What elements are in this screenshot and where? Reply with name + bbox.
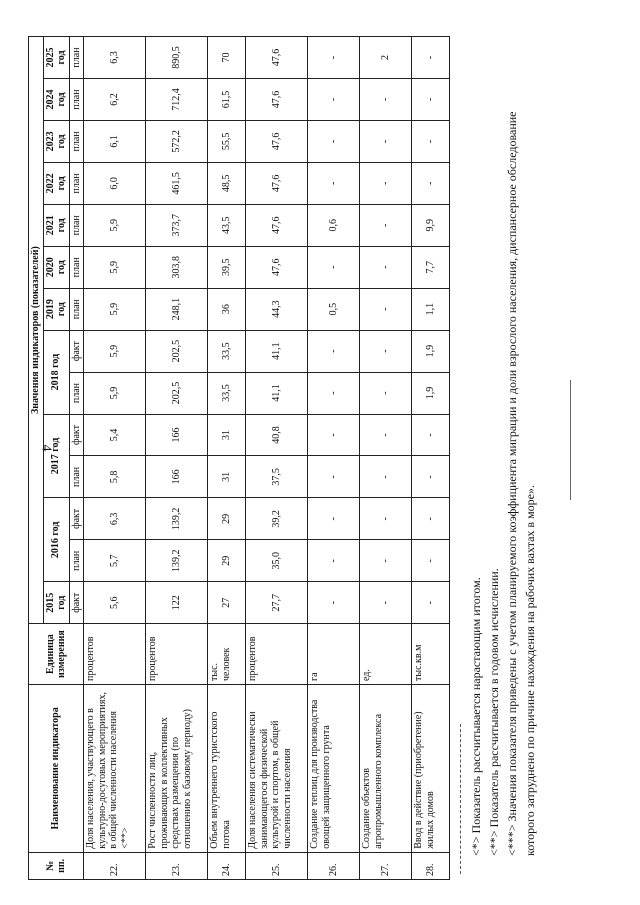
value-cell: -	[360, 582, 412, 624]
value-cell: 572,2	[146, 120, 208, 162]
value-cell: -	[360, 162, 412, 204]
indicator-name: Доля населения, участвующего в культурно-досуговых мероприятиях, в общей численности населения <**>	[84, 685, 146, 853]
sub-header: план	[69, 204, 84, 246]
value-cell: 5,7	[84, 540, 146, 582]
value-cell: 461,5	[146, 162, 208, 204]
indicator-name: Объем внутреннего туристского потока	[208, 685, 246, 853]
year-header: 2019 год	[43, 288, 69, 330]
year-header: 2015 год	[43, 582, 69, 624]
indicator-name: Ввод в действие (приобретение) жилых домов	[412, 685, 450, 853]
value-cell: 29	[208, 540, 246, 582]
value-cell: 39,2	[246, 498, 308, 540]
header-name: Наименование индикатора	[29, 685, 84, 853]
value-cell: 0,5	[308, 288, 360, 330]
value-cell: 166	[146, 456, 208, 498]
table-row	[308, 37, 360, 880]
value-cell: -	[360, 498, 412, 540]
horizontal-rule	[570, 380, 571, 500]
footnote-separator	[460, 724, 461, 874]
year-header: 2016 год	[43, 498, 69, 582]
value-cell: -	[360, 246, 412, 288]
header-num: № пп.	[29, 852, 84, 879]
value-cell: 1,1	[412, 288, 450, 330]
value-cell: 890,5	[146, 37, 208, 79]
value-cell: -	[360, 330, 412, 372]
value-cell: 41,1	[246, 372, 308, 414]
footnote: <*> Показатель рассчитывается нарастающим итогом.	[469, 577, 483, 856]
value-cell: -	[412, 540, 450, 582]
table-row	[360, 37, 412, 880]
unit-cell: процентов	[246, 624, 308, 685]
value-cell: 31	[208, 414, 246, 456]
value-cell: 9,9	[412, 204, 450, 246]
row-number: 28.	[412, 852, 450, 879]
value-cell: 37,5	[246, 456, 308, 498]
value-cell: 202,5	[146, 372, 208, 414]
footnote: <***> Значения показателя приведены с учетом планируемого коэффициента миграции и доли взрослого населения, диспансерное обследование которого затруднено по причине нахождения на рабочих вахтах в море».	[505, 111, 537, 856]
value-cell: -	[308, 330, 360, 372]
value-cell: 122	[146, 582, 208, 624]
value-cell: 6,0	[84, 162, 146, 204]
header-unit: Единица измерения	[29, 624, 84, 685]
sub-header: факт	[69, 414, 84, 456]
value-cell: 5,9	[84, 204, 146, 246]
value-cell: -	[308, 456, 360, 498]
value-cell: 27,7	[246, 582, 308, 624]
value-cell: 5,9	[84, 288, 146, 330]
year-header: 2020 год	[43, 246, 69, 288]
value-cell: 70	[208, 37, 246, 79]
value-cell: -	[360, 288, 412, 330]
value-cell: 303,8	[146, 246, 208, 288]
sub-header: факт	[69, 582, 84, 624]
value-cell: 6,1	[84, 120, 146, 162]
value-cell: -	[412, 162, 450, 204]
value-cell: -	[308, 498, 360, 540]
row-number: 27.	[360, 852, 412, 879]
value-cell: 47,6	[246, 162, 308, 204]
value-cell: -	[412, 456, 450, 498]
year-header: 2022 год	[43, 162, 69, 204]
value-cell: -	[308, 540, 360, 582]
value-cell: -	[412, 120, 450, 162]
value-cell: 5,9	[84, 372, 146, 414]
value-cell: 33,5	[208, 330, 246, 372]
value-cell: -	[412, 79, 450, 121]
row-number: 26.	[308, 852, 360, 879]
value-cell: 2	[360, 37, 412, 79]
rotated-page-content	[28, 20, 584, 880]
unit-cell: процентов	[84, 624, 146, 685]
value-cell: 33,5	[208, 372, 246, 414]
table-row	[412, 37, 450, 880]
unit-cell: ед.	[360, 624, 412, 685]
footnotes	[460, 80, 539, 880]
sub-header: план	[69, 372, 84, 414]
value-cell: -	[360, 79, 412, 121]
year-header: 2017 год	[43, 414, 69, 498]
value-cell: 6,3	[84, 37, 146, 79]
sub-header: факт	[69, 330, 84, 372]
value-cell: 39,5	[208, 246, 246, 288]
indicators-table	[28, 36, 450, 880]
value-cell: -	[412, 37, 450, 79]
value-cell: 139,2	[146, 498, 208, 540]
header-values-title: Значения индикаторов (показателей)	[29, 37, 44, 624]
value-cell: 47,6	[246, 246, 308, 288]
row-number: 25.	[246, 852, 308, 879]
value-cell: -	[360, 540, 412, 582]
indicator-name: Создание теплиц для производства овощей защищенного грунта	[308, 685, 360, 853]
sub-header: план	[69, 120, 84, 162]
page-number: 4	[38, 444, 54, 452]
value-cell: 712,4	[146, 79, 208, 121]
unit-cell: процентов	[146, 624, 208, 685]
sub-header: факт	[69, 498, 84, 540]
value-cell: 47,6	[246, 79, 308, 121]
value-cell: -	[360, 204, 412, 246]
value-cell: 47,6	[246, 204, 308, 246]
value-cell: 44,3	[246, 288, 308, 330]
value-cell: -	[412, 498, 450, 540]
value-cell: 5,9	[84, 330, 146, 372]
value-cell: -	[360, 456, 412, 498]
value-cell: 41,1	[246, 330, 308, 372]
sub-header: план	[69, 540, 84, 582]
unit-cell: тыс.кв.м	[412, 624, 450, 685]
indicator-name: Создание объектов агропромышленного комплекса	[360, 685, 412, 853]
value-cell: 55,5	[208, 120, 246, 162]
value-cell: -	[308, 79, 360, 121]
value-cell: 0,6	[308, 204, 360, 246]
table-row	[208, 37, 246, 880]
value-cell: 5,4	[84, 414, 146, 456]
value-cell: 48,5	[208, 162, 246, 204]
sub-header: план	[69, 162, 84, 204]
value-cell: 166	[146, 414, 208, 456]
value-cell: 43,5	[208, 204, 246, 246]
year-header: 2021 год	[43, 204, 69, 246]
value-cell: -	[412, 414, 450, 456]
value-cell: 35,0	[246, 540, 308, 582]
value-cell: 29	[208, 498, 246, 540]
value-cell: 47,6	[246, 37, 308, 79]
value-cell: 61,5	[208, 79, 246, 121]
value-cell: 139,2	[146, 540, 208, 582]
sub-header: план	[69, 79, 84, 121]
sub-header: план	[69, 456, 84, 498]
value-cell: -	[308, 582, 360, 624]
indicator-name: Доля населения систематически занимающегося физической культурой и спортом, в общей численности населения	[246, 685, 308, 853]
footnote: <**> Показатель рассчитывается в годовом исчислении.	[487, 568, 501, 856]
value-cell: -	[412, 582, 450, 624]
value-cell: 47,6	[246, 120, 308, 162]
value-cell: -	[308, 120, 360, 162]
value-cell: 31	[208, 456, 246, 498]
value-cell: 5,6	[84, 582, 146, 624]
unit-cell: тыс. человек	[208, 624, 246, 685]
year-header: 2024 год	[43, 79, 69, 121]
value-cell: -	[308, 414, 360, 456]
sub-header: план	[69, 37, 84, 79]
value-cell: 5,9	[84, 246, 146, 288]
value-cell: 5,8	[84, 456, 146, 498]
value-cell: -	[308, 246, 360, 288]
value-cell: 6,3	[84, 498, 146, 540]
unit-cell: га	[308, 624, 360, 685]
sub-header: план	[69, 288, 84, 330]
value-cell: 1,9	[412, 372, 450, 414]
value-cell: 248,1	[146, 288, 208, 330]
sub-header: план	[69, 246, 84, 288]
year-header: 2023 год	[43, 120, 69, 162]
row-number: 23.	[146, 852, 208, 879]
value-cell: 202,5	[146, 330, 208, 372]
year-header: 2025 год	[43, 37, 69, 79]
row-number: 24.	[208, 852, 246, 879]
table-body	[84, 37, 450, 880]
indicator-name: Рост численности лиц, проживающих в коллективных средствах размещения (по отношению к базовому периоду)	[146, 685, 208, 853]
value-cell: 27	[208, 582, 246, 624]
value-cell: -	[360, 372, 412, 414]
value-cell: -	[308, 37, 360, 79]
year-header: 2018 год	[43, 330, 69, 414]
table-row	[246, 37, 308, 880]
value-cell: 373,7	[146, 204, 208, 246]
value-cell: 1,9	[412, 330, 450, 372]
row-number: 22.	[84, 852, 146, 879]
table-row	[146, 37, 208, 880]
table-row	[84, 37, 146, 880]
value-cell: -	[360, 414, 412, 456]
value-cell: 36	[208, 288, 246, 330]
value-cell: 40,8	[246, 414, 308, 456]
value-cell: -	[308, 372, 360, 414]
value-cell: 6,2	[84, 79, 146, 121]
value-cell: -	[360, 120, 412, 162]
value-cell: 7,7	[412, 246, 450, 288]
value-cell: -	[308, 162, 360, 204]
